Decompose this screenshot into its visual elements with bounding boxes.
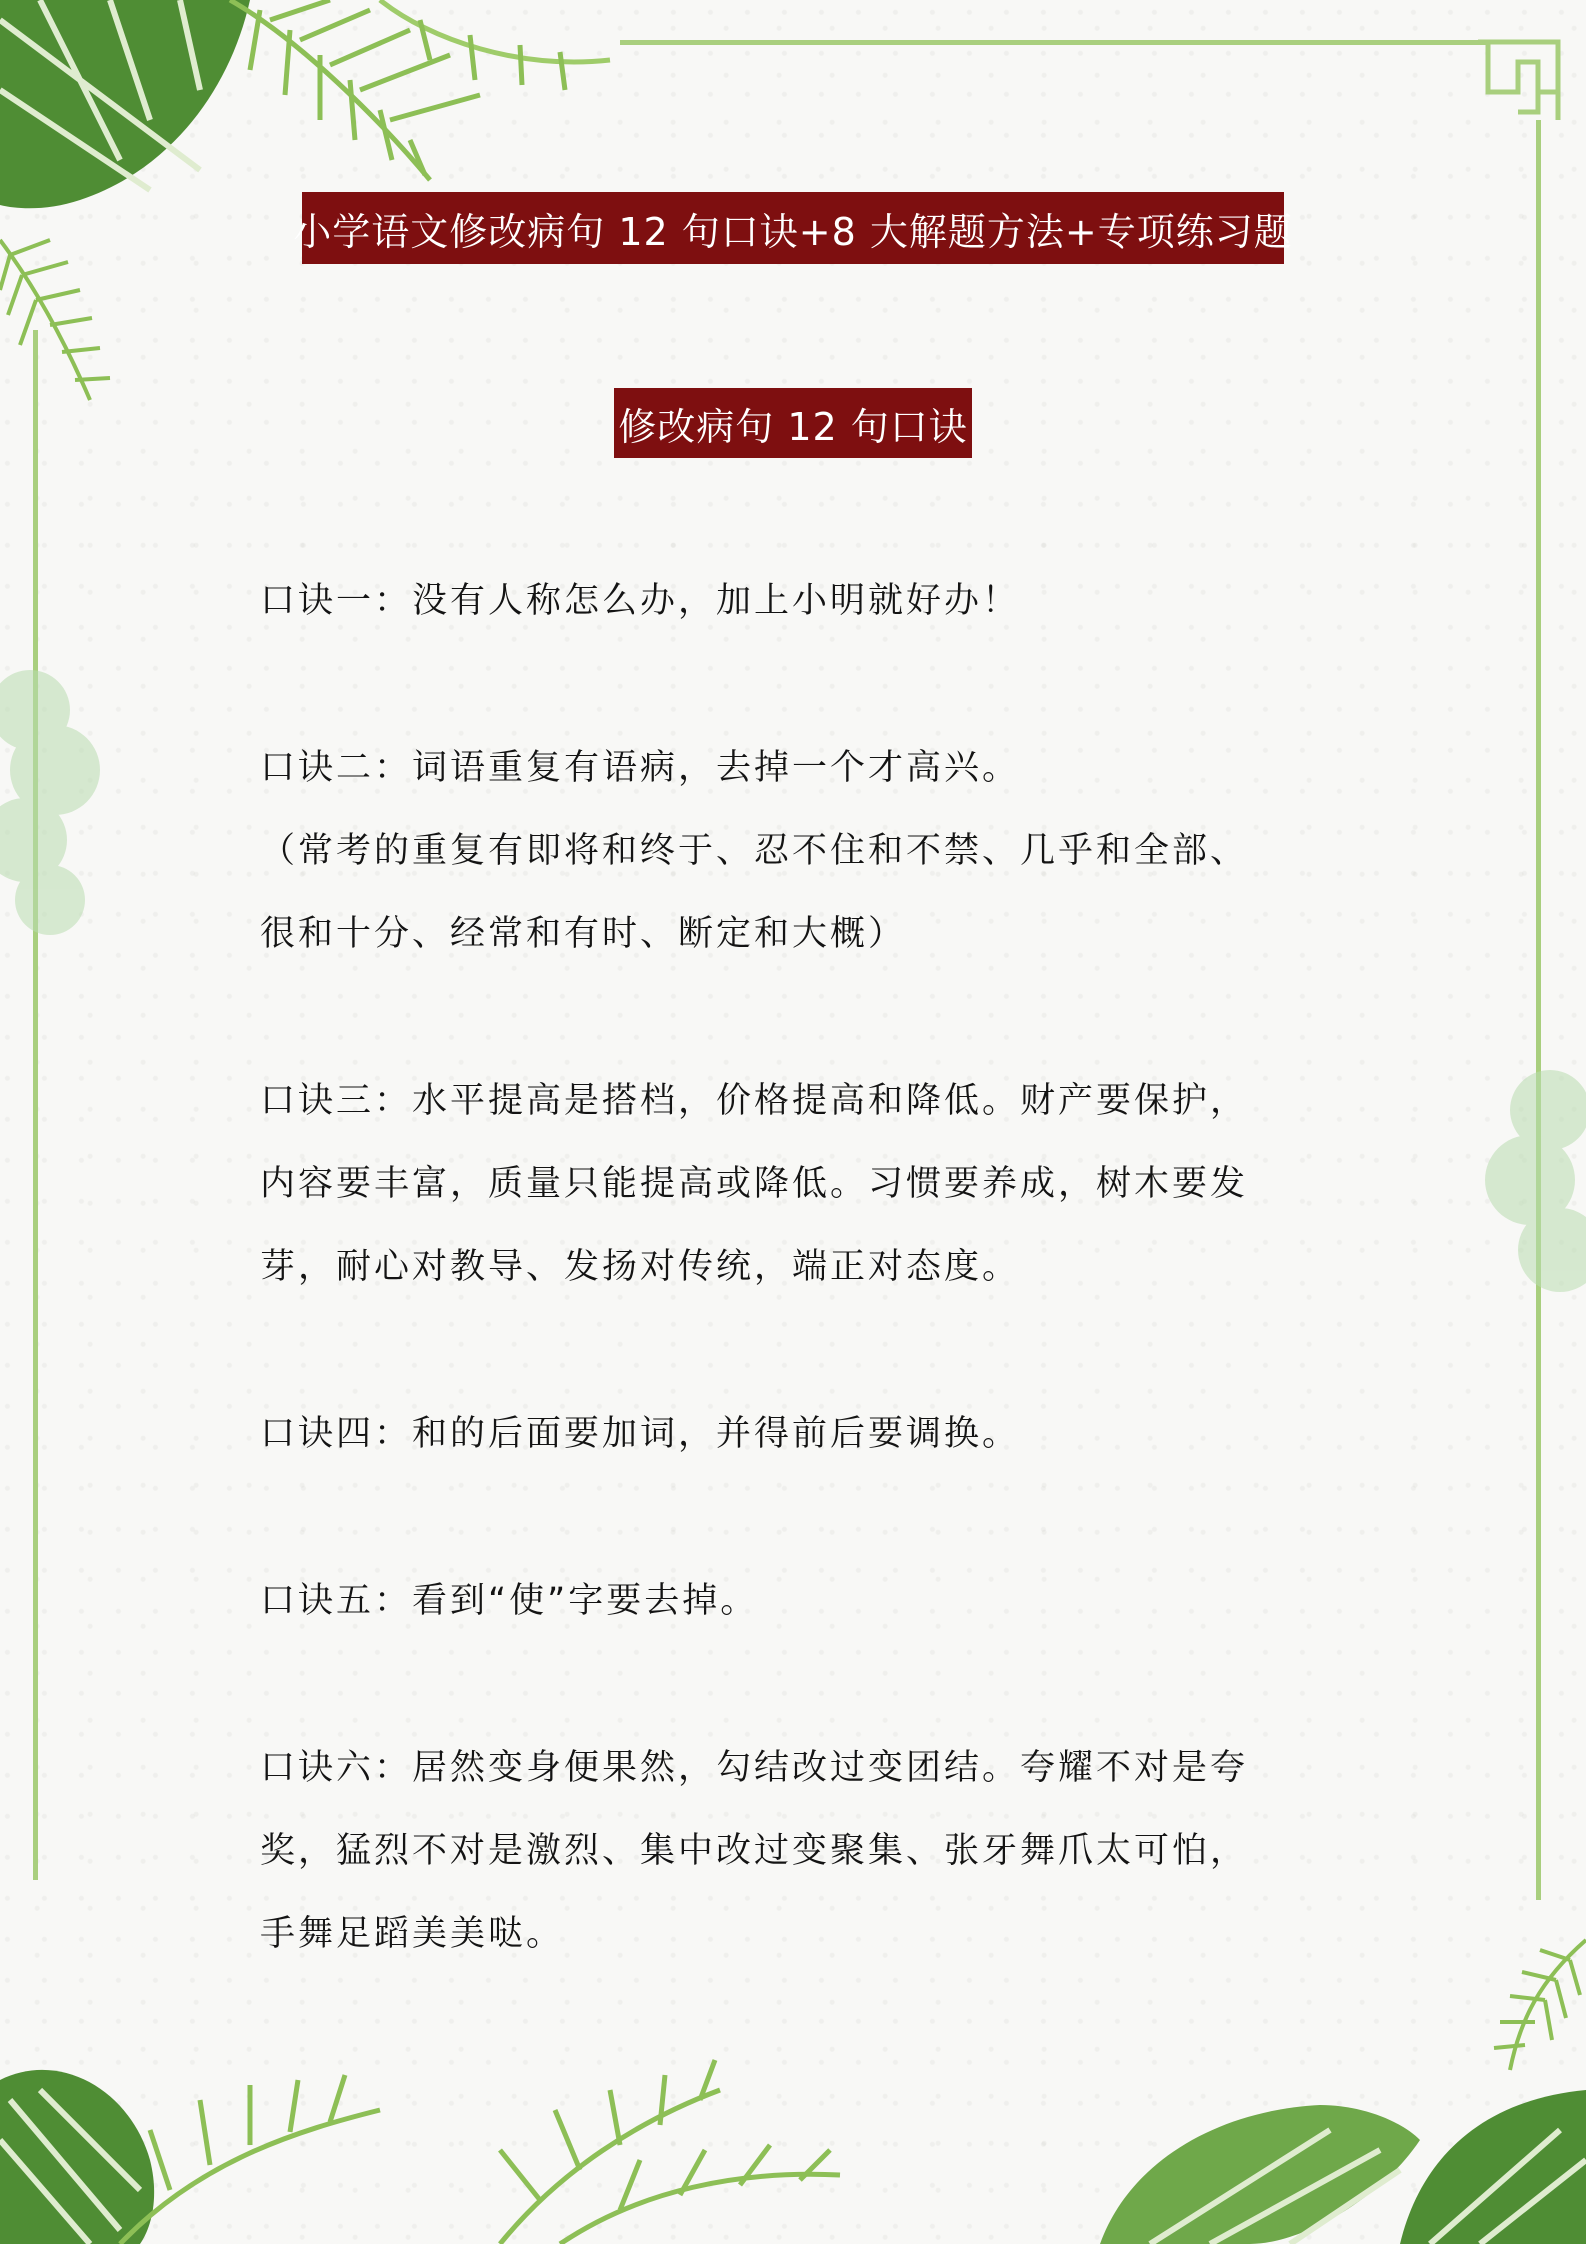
mnemonic-item [260, 1060, 1340, 1309]
left-foliage-icon [0, 650, 120, 970]
section-heading: 修改病句 12 句口诀 [614, 388, 972, 458]
monstera-leaf-icon [0, 0, 250, 208]
frame-top-line [620, 40, 1488, 45]
mnemonic-line: 口诀四：和的后面要加词，并得前后要调换。 [260, 1414, 1021, 1454]
greek-key-corner-icon [1478, 32, 1568, 122]
mnemonic-line: 口诀六：居然变身便果然，勾结改过变团结。夸耀不对是夸 [260, 1748, 1249, 1788]
fern-icon [0, 240, 110, 400]
right-foliage-icon [1470, 1050, 1586, 1350]
mnemonic-line: 手舞足蹈美美哒。 [260, 1914, 565, 1954]
mnemonic-item [260, 560, 1340, 643]
mnemonic-list [260, 560, 1340, 2060]
frame-left-line [33, 330, 38, 1880]
fern-icon [1494, 1940, 1586, 2070]
mnemonic-line: 口诀三：水平提高是搭档，价格提高和降低。财产要保护， [260, 1081, 1249, 1121]
palm-frond-icon [230, 0, 610, 180]
mnemonic-line: 口诀一：没有人称怎么办，加上小明就好办！ [260, 581, 1021, 621]
mnemonic-item [260, 727, 1340, 976]
document-title: 小学语文修改病句 12 句口诀+8 大解题方法+专项练习题 [302, 192, 1284, 264]
frame-right-line [1536, 120, 1541, 1900]
mnemonic-item [260, 1727, 1340, 1976]
palm-frond-icon [120, 2060, 840, 2244]
mnemonic-line: 奖，猛烈不对是激烈、集中改过变聚集、张牙舞爪太可怕， [260, 1831, 1249, 1871]
mnemonic-item [260, 1393, 1340, 1476]
monstera-leaf-icon [0, 2070, 154, 2244]
mnemonic-line: 口诀五：看到“使”字要去掉。 [260, 1581, 759, 1621]
mnemonic-line: 内容要丰富，质量只能提高或降低。习惯要养成，树木要发 [260, 1164, 1249, 1204]
mnemonic-line: 口诀二：词语重复有语病，去掉一个才高兴。 [260, 748, 1021, 788]
mnemonic-line: 芽，耐心对教导、发扬对传统，端正对态度。 [260, 1247, 1021, 1287]
monstera-leaf-icon [1100, 2090, 1586, 2244]
mnemonic-line: （常考的重复有即将和终于、忍不住和不禁、几乎和全部、 [260, 831, 1249, 871]
mnemonic-line: 很和十分、经常和有时、断定和大概） [260, 914, 907, 954]
mnemonic-item [260, 1560, 1340, 1643]
